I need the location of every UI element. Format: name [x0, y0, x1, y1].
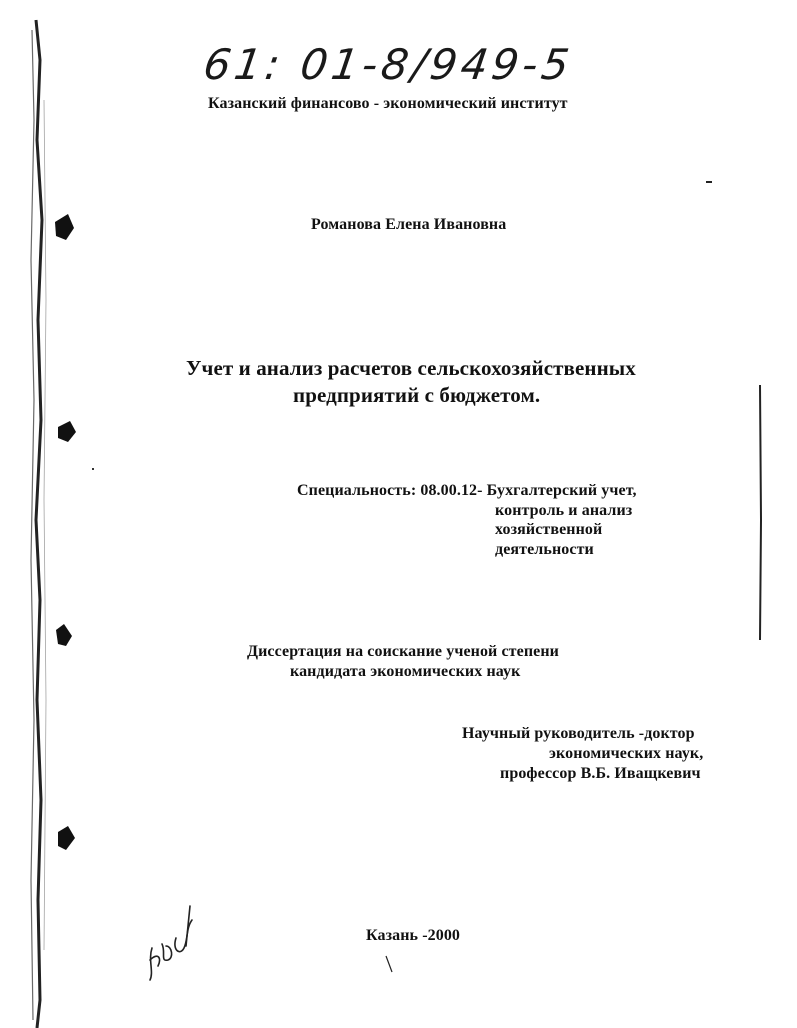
binding-edge: [36, 20, 42, 1028]
institution-name: Казанский финансово - экономический институт: [208, 95, 568, 112]
author-name: Романова Елена Ивановна: [311, 216, 507, 233]
supervisor-line-1: Научный руководитель -доктор: [462, 725, 695, 742]
city-year: Казань -2000: [366, 927, 461, 944]
handwritten-signature-icon: [150, 906, 192, 980]
blot: [55, 214, 74, 240]
specialty-line-3: хозяйственной: [495, 521, 603, 538]
dissertation-title-line-1: Учет и анализ расчетов сельскохозяйственных: [186, 356, 636, 380]
supervisor-line-3: профессор В.Б. Иващкевич: [500, 765, 701, 782]
dissertation-title-line-2: предприятий с бюджетом.: [293, 383, 541, 407]
degree-statement-line-2: кандидата экономических наук: [290, 663, 521, 680]
blot: [56, 624, 72, 646]
right-edge-line: [760, 385, 761, 640]
specialty-line-1: Специальность: 08.00.12- Бухгалтерский учет,: [297, 482, 637, 499]
degree-statement-line-1: Диссертация на соискание ученой степени: [247, 643, 560, 660]
blot: [58, 421, 76, 442]
blot: [58, 826, 75, 850]
specialty-line-2: контроль и анализ: [495, 502, 633, 519]
handwritten-code: 61: 01-8/949-5: [200, 40, 576, 89]
specialty-line-4: деятельности: [495, 541, 594, 558]
supervisor-line-2: экономических наук,: [549, 745, 704, 762]
